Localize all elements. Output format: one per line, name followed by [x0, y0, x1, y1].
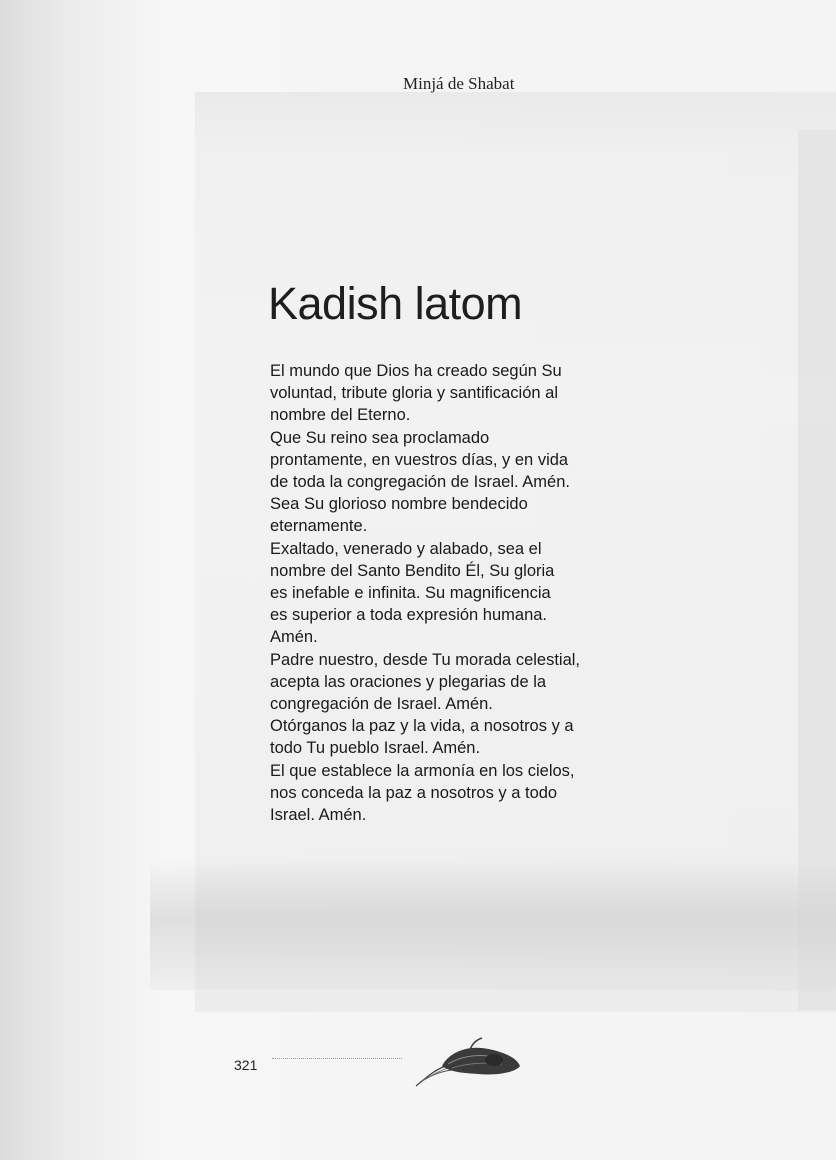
- text-line: Que Su reino sea proclamado: [270, 428, 490, 447]
- pomegranate-branch-icon: [412, 1036, 522, 1088]
- text-line: es inefable e infinita. Su magnificencia: [270, 584, 551, 603]
- text-line: Padre nuestro, desde Tu morada celestial,: [270, 650, 581, 669]
- text-line: eternamente.: [270, 517, 368, 536]
- text-line: Sea Su glorioso nombre bendecido: [270, 495, 528, 514]
- text-line: Israel. Amén.: [270, 806, 367, 825]
- page-title: Kadish latom: [268, 278, 523, 329]
- text-line: congregación de Israel. Amén.: [270, 695, 493, 714]
- text-line: nombre del Eterno.: [270, 406, 411, 425]
- text-line: voluntad, tribute gloria y santificación al: [270, 384, 558, 403]
- text-line: Exaltado, venerado y alabado, sea el: [270, 539, 542, 558]
- text-line: nombre del Santo Bendito Él, Su gloria: [270, 561, 555, 580]
- text-line: El que establece la armonía en los cielos,: [270, 761, 575, 780]
- text-line: de toda la congregación de Israel. Amén.: [270, 473, 570, 492]
- text-line: es superior a toda expresión humana.: [270, 606, 548, 625]
- text-line: El mundo que Dios ha creado según Su: [270, 362, 562, 380]
- text-line: Amén.: [270, 628, 318, 647]
- page-number: 321: [234, 1057, 258, 1073]
- running-header: Minjá de Shabat: [403, 74, 515, 93]
- faded-background-band: [150, 860, 836, 990]
- text-line: prontamente, en vuestros días, y en vida: [270, 450, 569, 469]
- footer-dotted-rule: [272, 1058, 402, 1059]
- prayer-body: [270, 360, 620, 826]
- text-line: todo Tu pueblo Israel. Amén.: [270, 739, 481, 758]
- text-line: acepta las oraciones y plegarias de la: [270, 672, 547, 691]
- text-line: Otórganos la paz y la vida, a nosotros y a: [270, 717, 574, 736]
- text-line: nos conceda la paz a nosotros y a todo: [270, 783, 558, 802]
